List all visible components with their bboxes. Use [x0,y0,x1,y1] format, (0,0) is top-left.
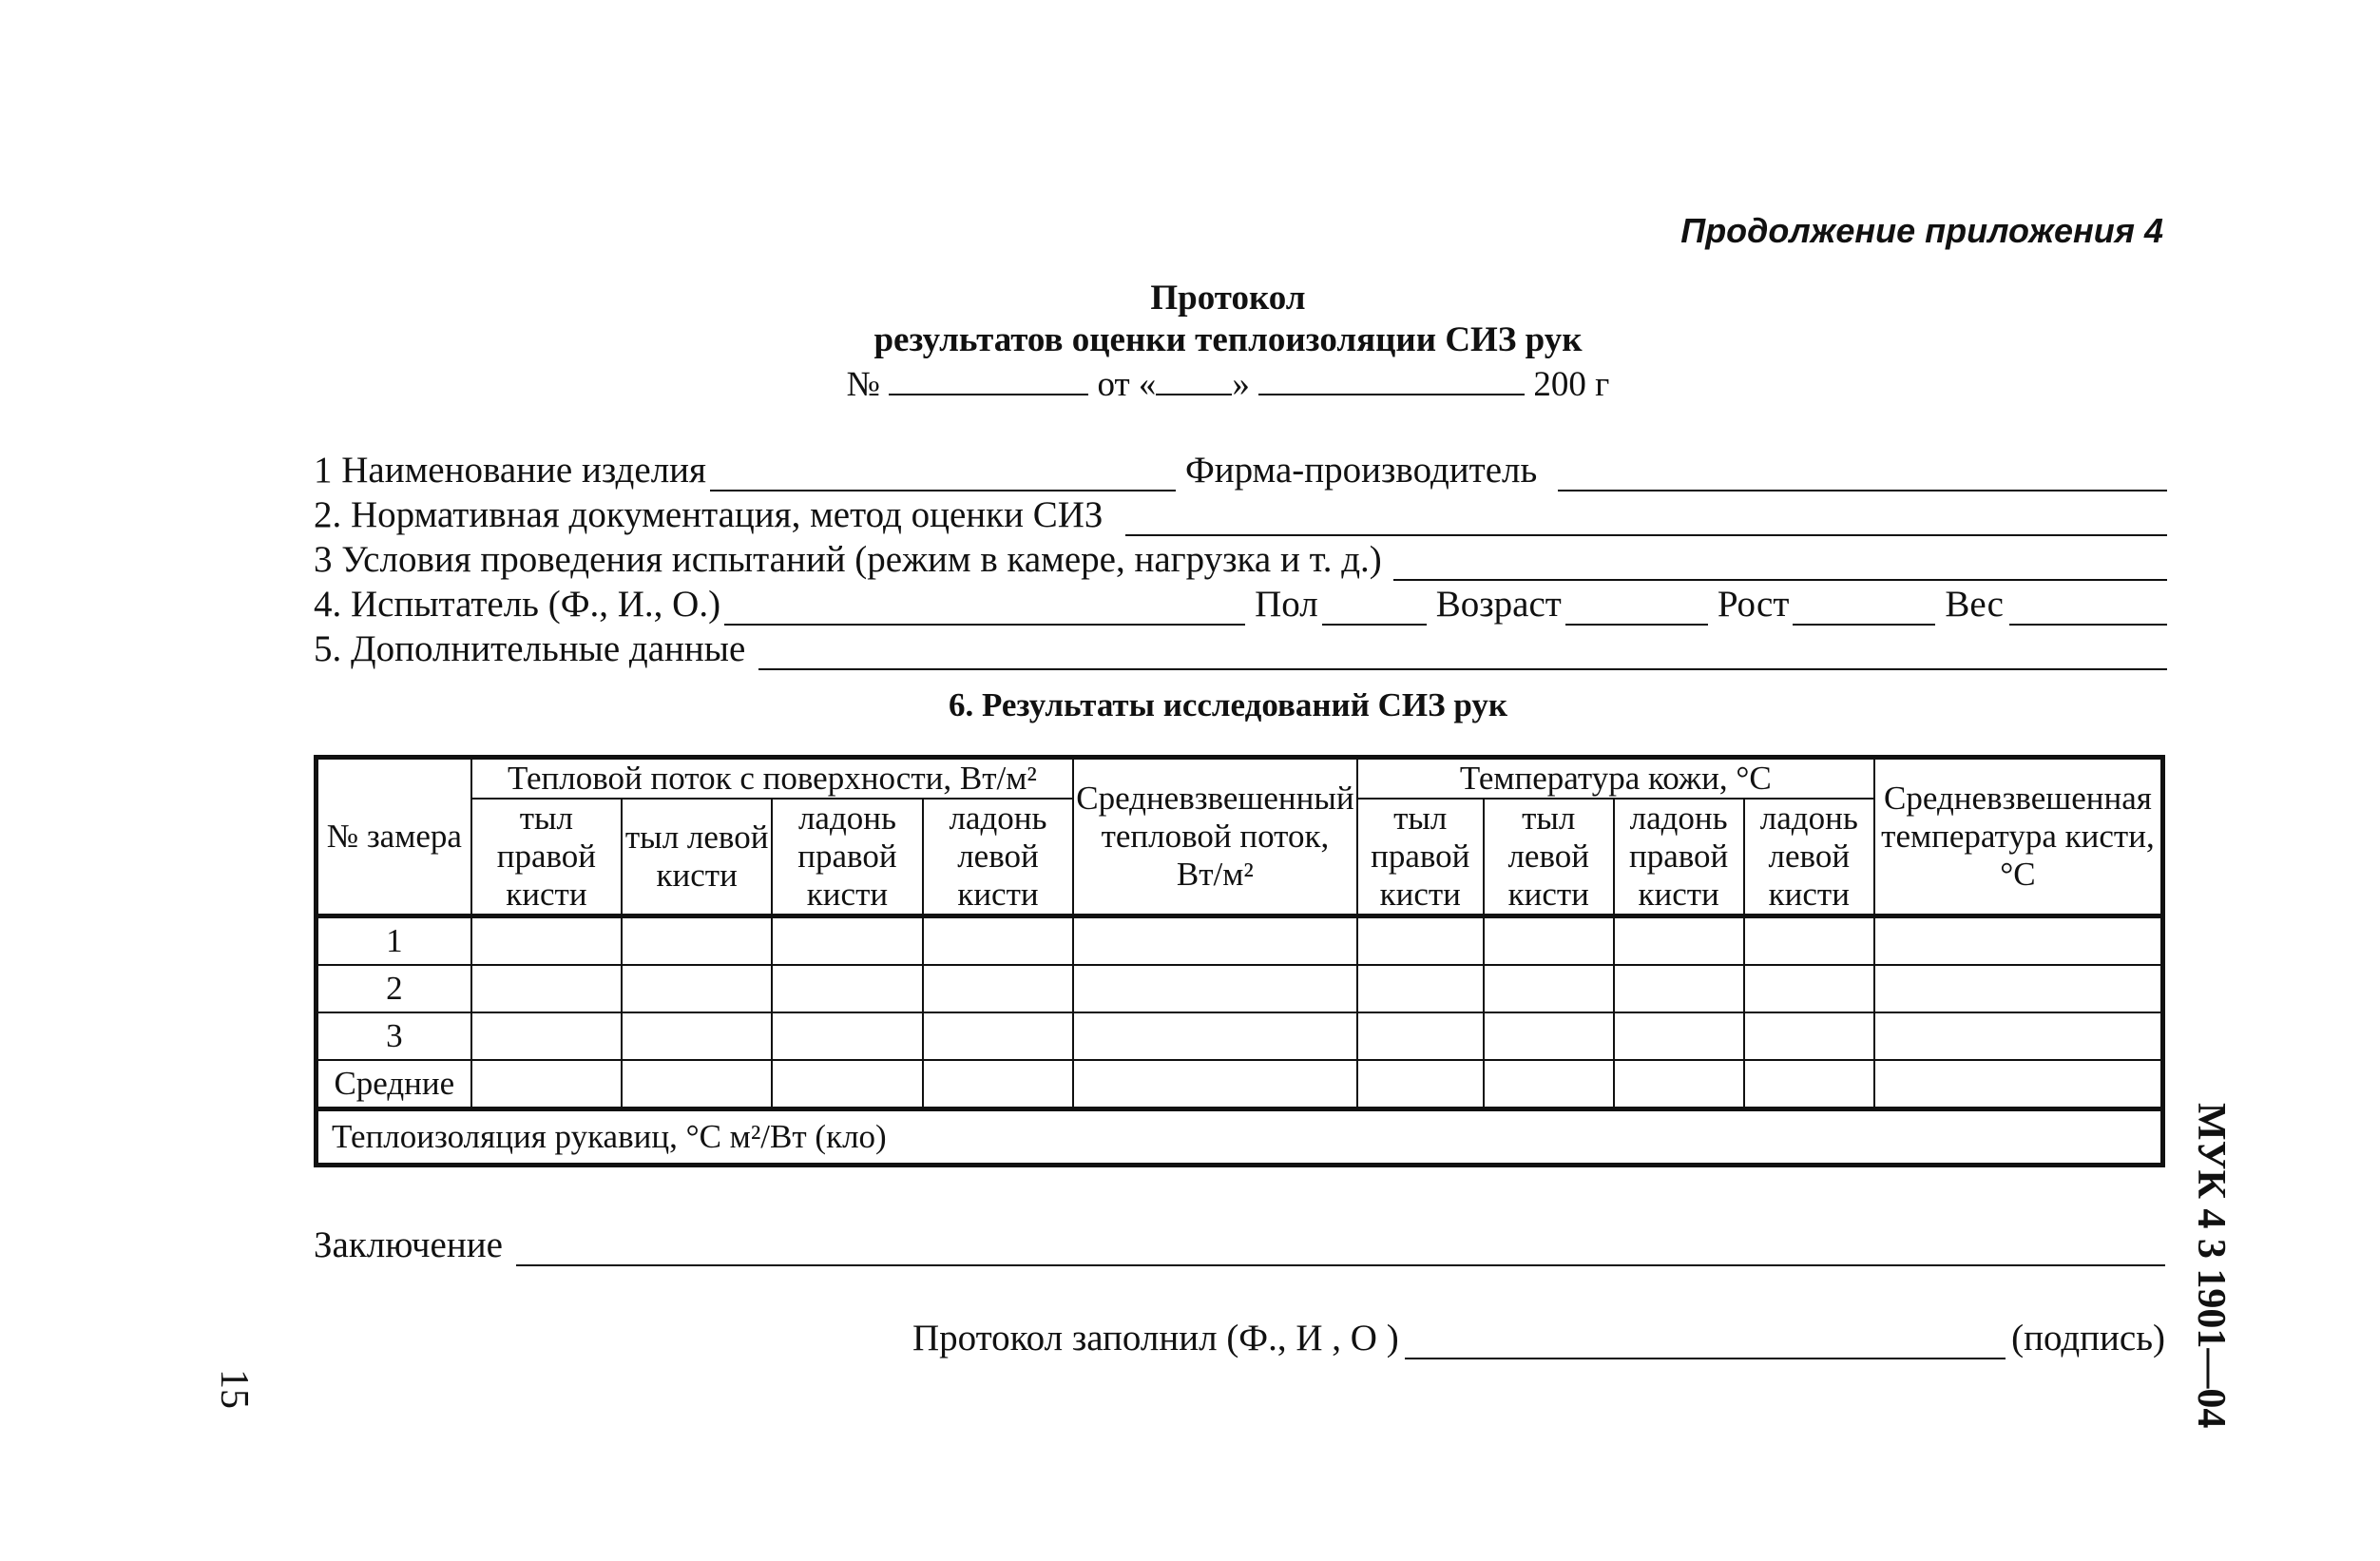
additional-data-field[interactable] [758,636,2167,670]
age-field[interactable] [1565,591,1708,626]
signature-row [912,1312,2165,1359]
table-cell[interactable] [471,1060,623,1109]
sub-header-temp-back-right: тыл правой кисти [1357,799,1484,916]
table-cell[interactable] [1484,916,1614,966]
table-cell[interactable] [1484,1060,1614,1109]
documentation-field[interactable] [1125,502,2167,536]
table-cell[interactable] [1357,1012,1484,1060]
height-field[interactable] [1793,591,1935,626]
insulation-row [317,1109,2163,1166]
table-cell[interactable] [1874,1060,2163,1109]
field-row-documentation [314,491,2167,536]
tester-label: 4. Испытатель (Ф., И., О.) [314,584,721,625]
table-cell[interactable] [1073,1060,1356,1109]
field-row-product [314,447,2167,491]
title-line-2: результатов оценки теплоизоляции СИЗ рук [873,320,1583,359]
table-cell[interactable] [923,965,1074,1012]
table-cell[interactable] [923,916,1074,966]
conditions-field[interactable] [1393,547,2167,581]
table-cell[interactable] [622,1060,772,1109]
table-cell[interactable] [1073,965,1356,1012]
protocol-title [0,278,2380,407]
documentation-label: 2. Нормативная документация, метод оценки СИЗ [314,494,1104,535]
manufacturer-field[interactable] [1558,457,2167,491]
table-row [317,1012,2163,1060]
table-cell[interactable] [923,1012,1074,1060]
conclusion-field[interactable] [516,1230,2165,1266]
tester-name-field[interactable] [724,591,1245,626]
field-row-conditions [314,536,2167,581]
additional-data-label: 5. Дополнительные данные [314,628,746,669]
table-cell[interactable] [1744,1012,1874,1060]
date-close-quote: » [1232,365,1250,404]
table-cell[interactable] [1744,916,1874,966]
table-cell[interactable] [1744,965,1874,1012]
col-header-skin-temp: Температура кожи, °С [1357,758,1874,800]
table-cell[interactable] [1744,1060,1874,1109]
height-label: Рост [1717,584,1790,625]
header-row-1 [317,758,2163,800]
table-cell[interactable] [1073,1012,1356,1060]
month-field[interactable] [1258,361,1525,395]
filled-by-label: Протокол заполнил (Ф., И , О ) [912,1318,1399,1359]
table-cell[interactable] [471,916,623,966]
field-row-tester [314,581,2167,626]
sub-header-temp-palm-left: ладонь левой кисти [1744,799,1874,916]
table-cell[interactable] [772,965,923,1012]
page-number: 15 [212,1369,256,1409]
table-cell[interactable] [622,965,772,1012]
product-name-field[interactable] [710,457,1176,491]
table-cell[interactable] [1614,1060,1744,1109]
col-header-weighted-heat-flux: Средневзвешенный тепловой поток, Вт/м² [1073,758,1356,916]
insulation-cell[interactable]: Теплоизоляция рукавиц, °С м²/Вт (кло) [317,1109,2163,1166]
protocol-fields [314,447,2167,670]
table-cell[interactable] [1357,1060,1484,1109]
col-header-heat-flux: Тепловой поток с поверхности, Вт/м² [471,758,1074,800]
sub-header-temp-palm-right: ладонь правой кисти [1614,799,1744,916]
filled-by-field[interactable] [1405,1323,2006,1359]
row-label: 2 [317,965,471,1012]
section-title [0,686,2380,724]
field-row-additional [314,626,2167,670]
sub-header-temp-back-left: тыл левой кисти [1484,799,1614,916]
table-cell[interactable] [772,1012,923,1060]
table-cell[interactable] [1614,965,1744,1012]
table-row [317,965,2163,1012]
table-cell[interactable] [1484,965,1614,1012]
table-cell[interactable] [471,1012,623,1060]
table-cell[interactable] [1614,1012,1744,1060]
row-label: 3 [317,1012,471,1060]
weight-field[interactable] [2009,591,2167,626]
table-row [317,916,2163,966]
sub-header-back-left: тыл левой кисти [622,799,772,916]
table-cell[interactable] [1614,916,1744,966]
product-name-label: 1 Наименование изделия [314,450,706,491]
date-from-label: от « [1097,365,1157,404]
section-title-text: 6. Результаты исследований СИЗ рук [948,686,1508,723]
year-label: 200 г [1533,365,1610,404]
protocol-number-line [38,361,2380,407]
day-field[interactable] [1156,361,1232,395]
continuation-label: Продолжение приложения 4 [1680,211,2163,250]
table-cell[interactable] [1874,916,2163,966]
conditions-label: 3 Условия проведения испытаний (режим в камере, нагрузка и т. д.) [314,539,1382,580]
table-cell[interactable] [923,1060,1074,1109]
weight-label: Вес [1945,584,2004,625]
manufacturer-label: Фирма-производитель [1184,450,1538,491]
signature-label: (подпись) [2011,1318,2165,1359]
results-table [314,755,2165,1167]
row-label: Средние [317,1060,471,1109]
table-row-averages [317,1060,2163,1109]
table-cell[interactable] [1874,965,2163,1012]
sex-label: Пол [1255,584,1318,625]
table-cell[interactable] [1484,1012,1614,1060]
row-label: 1 [317,916,471,966]
sex-field[interactable] [1322,591,1427,626]
table-cell[interactable] [622,916,772,966]
table-cell[interactable] [1357,965,1484,1012]
table-cell[interactable] [1357,916,1484,966]
sub-header-palm-right: ладонь правой кисти [772,799,923,916]
table-cell[interactable] [1073,916,1356,966]
table-cell[interactable] [1874,1012,2163,1060]
table-cell[interactable] [471,965,623,1012]
conclusion-label: Заключение [314,1224,503,1265]
table-cell[interactable] [772,1060,923,1109]
sub-header-palm-left: ладонь левой кисти [923,799,1074,916]
table-cell[interactable] [772,916,923,966]
col-header-weighted-temp: Средневзвешенная температура кисти,°С [1874,758,2163,916]
protocol-number-field[interactable] [889,361,1088,395]
number-sign: № [846,365,880,404]
sub-header-back-right: тыл правой кисти [471,799,623,916]
document-code: МУК 4 3 1901—04 [2189,1103,2233,1429]
col-header-number: № замера [317,758,471,916]
title-line-1: Протокол [1150,279,1306,318]
table-cell[interactable] [622,1012,772,1060]
conclusion-row [314,1219,2165,1266]
age-label: Возраст [1435,584,1562,625]
